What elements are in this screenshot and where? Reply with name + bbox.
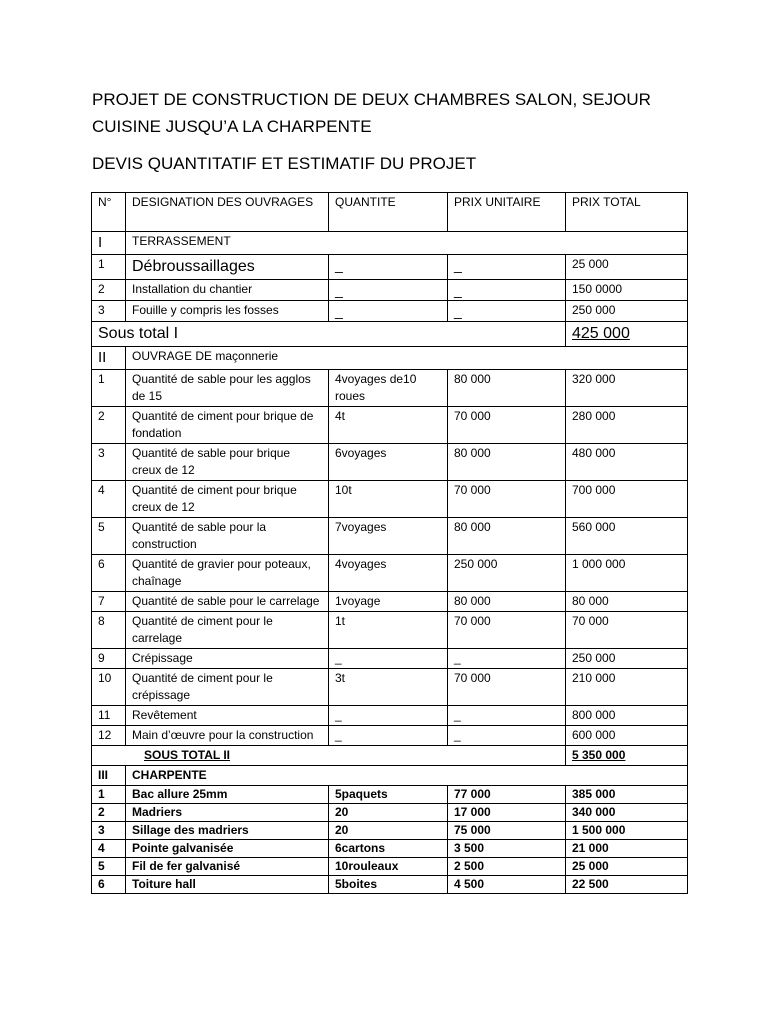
row-total-price: 280 000 bbox=[566, 407, 688, 444]
row-number: 2 bbox=[92, 804, 126, 822]
row-total-price: 21 000 bbox=[566, 840, 688, 858]
section-label: OUVRAGE DE maçonnerie bbox=[126, 347, 688, 370]
row-total-price: 480 000 bbox=[566, 444, 688, 481]
row-number: 12 bbox=[92, 726, 126, 746]
row-number: 3 bbox=[92, 301, 126, 322]
row-unit-price: 77 000 bbox=[448, 786, 566, 804]
row-unit-price: 2 500 bbox=[448, 858, 566, 876]
subtotal-value: 425 000 bbox=[566, 322, 688, 347]
row-unit-price: 80 000 bbox=[448, 592, 566, 612]
row-quantity: _ bbox=[329, 301, 448, 322]
row-total-price: 80 000 bbox=[566, 592, 688, 612]
table-row bbox=[92, 518, 688, 555]
estimate-table bbox=[91, 192, 688, 894]
row-quantity: 7voyages bbox=[329, 518, 448, 555]
table-row bbox=[92, 726, 688, 746]
row-designation: Quantité de sable pour la construction bbox=[126, 518, 329, 555]
row-designation: Toiture hall bbox=[126, 876, 329, 894]
row-designation: Sillage des madriers bbox=[126, 822, 329, 840]
header-cell: QUANTITE bbox=[329, 193, 448, 232]
row-number: 9 bbox=[92, 649, 126, 669]
row-quantity: 1t bbox=[329, 612, 448, 649]
row-number: 10 bbox=[92, 669, 126, 706]
row-unit-price: 80 000 bbox=[448, 370, 566, 407]
row-number: 4 bbox=[92, 481, 126, 518]
row-quantity: 4voyages bbox=[329, 555, 448, 592]
row-total-price: 320 000 bbox=[566, 370, 688, 407]
row-number: 5 bbox=[92, 858, 126, 876]
row-designation: Fil de fer galvanisé bbox=[126, 858, 329, 876]
row-unit-price: 80 000 bbox=[448, 444, 566, 481]
row-unit-price: 17 000 bbox=[448, 804, 566, 822]
row-quantity: 20 bbox=[329, 822, 448, 840]
row-total-price: 1 500 000 bbox=[566, 822, 688, 840]
row-designation: Quantité de ciment pour le crépissage bbox=[126, 669, 329, 706]
row-number: 8 bbox=[92, 612, 126, 649]
section-number: II bbox=[92, 347, 126, 370]
row-unit-price: _ bbox=[448, 301, 566, 322]
row-designation: Revêtement bbox=[126, 706, 329, 726]
row-unit-price: 80 000 bbox=[448, 518, 566, 555]
row-unit-price: 70 000 bbox=[448, 612, 566, 649]
table-row bbox=[92, 407, 688, 444]
row-designation: Main d’œuvre pour la construction bbox=[126, 726, 329, 746]
row-total-price: 800 000 bbox=[566, 706, 688, 726]
table-row bbox=[92, 481, 688, 518]
table-row bbox=[92, 669, 688, 706]
table-row bbox=[92, 255, 688, 280]
row-number: 1 bbox=[92, 786, 126, 804]
row-unit-price: 70 000 bbox=[448, 407, 566, 444]
row-designation: Crépissage bbox=[126, 649, 329, 669]
row-quantity: 10rouleaux bbox=[329, 858, 448, 876]
row-quantity: _ bbox=[329, 280, 448, 301]
row-total-price: 250 000 bbox=[566, 649, 688, 669]
row-number: 5 bbox=[92, 518, 126, 555]
subtotal-label: Sous total I bbox=[92, 322, 566, 347]
subtotal-label: SOUS TOTAL II bbox=[92, 746, 566, 766]
page-title: PROJET DE CONSTRUCTION DE DEUX CHAMBRES SALON, SEJOUR CUISINE JUSQU’A LA CHARPENTE bbox=[92, 90, 651, 136]
row-total-price: 560 000 bbox=[566, 518, 688, 555]
row-total-price: 25 000 bbox=[566, 255, 688, 280]
row-number: 3 bbox=[92, 822, 126, 840]
section-label: TERRASSEMENT bbox=[126, 232, 688, 255]
row-designation: Quantité de ciment pour le carrelage bbox=[126, 612, 329, 649]
row-quantity: 20 bbox=[329, 804, 448, 822]
row-number: 3 bbox=[92, 444, 126, 481]
table-row bbox=[92, 301, 688, 322]
section-row bbox=[92, 232, 688, 255]
subtotal-value: 5 350 000 bbox=[566, 746, 688, 766]
row-quantity: _ bbox=[329, 726, 448, 746]
row-unit-price: _ bbox=[448, 280, 566, 301]
section-row bbox=[92, 766, 688, 786]
row-number: 6 bbox=[92, 555, 126, 592]
row-designation: Quantité de sable pour le carrelage bbox=[126, 592, 329, 612]
header-cell: PRIX TOTAL bbox=[566, 193, 688, 232]
row-unit-price: 4 500 bbox=[448, 876, 566, 894]
table-row bbox=[92, 592, 688, 612]
row-total-price: 25 000 bbox=[566, 858, 688, 876]
row-quantity: 5boites bbox=[329, 876, 448, 894]
row-designation: Quantité de gravier pour poteaux, chaînage bbox=[126, 555, 329, 592]
row-quantity: 5paquets bbox=[329, 786, 448, 804]
row-quantity: 6cartons bbox=[329, 840, 448, 858]
header-cell: PRIX UNITAIRE bbox=[448, 193, 566, 232]
table-row bbox=[92, 444, 688, 481]
section-row bbox=[92, 347, 688, 370]
header-cell: N° bbox=[92, 193, 126, 232]
row-quantity: 3t bbox=[329, 669, 448, 706]
row-quantity: _ bbox=[329, 255, 448, 280]
row-designation: Débroussaillages bbox=[126, 255, 329, 280]
row-designation: Bac allure 25mm bbox=[126, 786, 329, 804]
table-row bbox=[92, 280, 688, 301]
row-unit-price: 250 000 bbox=[448, 555, 566, 592]
row-quantity: 4t bbox=[329, 407, 448, 444]
row-total-price: 385 000 bbox=[566, 786, 688, 804]
row-total-price: 1 000 000 bbox=[566, 555, 688, 592]
section-number: III bbox=[92, 766, 126, 786]
table-row bbox=[92, 822, 688, 840]
row-unit-price: 70 000 bbox=[448, 481, 566, 518]
row-number: 6 bbox=[92, 876, 126, 894]
row-total-price: 22 500 bbox=[566, 876, 688, 894]
row-number: 1 bbox=[92, 255, 126, 280]
table-row bbox=[92, 555, 688, 592]
row-total-price: 250 000 bbox=[566, 301, 688, 322]
table-row bbox=[92, 612, 688, 649]
row-unit-price: _ bbox=[448, 706, 566, 726]
table-row bbox=[92, 804, 688, 822]
row-designation: Quantité de ciment pour brique de fondation bbox=[126, 407, 329, 444]
row-designation: Fouille y compris les fosses bbox=[126, 301, 329, 322]
table-header-row bbox=[92, 193, 688, 232]
row-number: 11 bbox=[92, 706, 126, 726]
table-row bbox=[92, 786, 688, 804]
row-number: 4 bbox=[92, 840, 126, 858]
row-total-price: 70 000 bbox=[566, 612, 688, 649]
row-designation: Quantité de ciment pour brique creux de 12 bbox=[126, 481, 329, 518]
row-unit-price: _ bbox=[448, 726, 566, 746]
row-designation: Quantité de sable pour les agglos de 15 bbox=[126, 370, 329, 407]
table-row bbox=[92, 876, 688, 894]
row-quantity: 4voyages de10 roues bbox=[329, 370, 448, 407]
row-unit-price: 3 500 bbox=[448, 840, 566, 858]
row-total-price: 600 000 bbox=[566, 726, 688, 746]
page-subtitle: DEVIS QUANTITATIF ET ESTIMATIF DU PROJET bbox=[92, 154, 477, 173]
row-quantity: _ bbox=[329, 706, 448, 726]
subtotal-row bbox=[92, 746, 688, 766]
table-row bbox=[92, 858, 688, 876]
table-row bbox=[92, 840, 688, 858]
subtotal-row bbox=[92, 322, 688, 347]
row-quantity: 6voyages bbox=[329, 444, 448, 481]
row-unit-price: _ bbox=[448, 649, 566, 669]
row-number: 2 bbox=[92, 280, 126, 301]
section-label: CHARPENTE bbox=[126, 766, 688, 786]
row-unit-price: 75 000 bbox=[448, 822, 566, 840]
row-unit-price: 70 000 bbox=[448, 669, 566, 706]
row-total-price: 210 000 bbox=[566, 669, 688, 706]
row-total-price: 150 0000 bbox=[566, 280, 688, 301]
header-cell: DESIGNATION DES OUVRAGES bbox=[126, 193, 329, 232]
row-designation: Quantité de sable pour brique creux de 12 bbox=[126, 444, 329, 481]
table-row bbox=[92, 370, 688, 407]
table-row bbox=[92, 706, 688, 726]
row-designation: Pointe galvanisée bbox=[126, 840, 329, 858]
row-designation: Madriers bbox=[126, 804, 329, 822]
row-total-price: 340 000 bbox=[566, 804, 688, 822]
row-number: 2 bbox=[92, 407, 126, 444]
row-total-price: 700 000 bbox=[566, 481, 688, 518]
row-designation: Installation du chantier bbox=[126, 280, 329, 301]
row-quantity: 1voyage bbox=[329, 592, 448, 612]
row-number: 1 bbox=[92, 370, 126, 407]
section-number: I bbox=[92, 232, 126, 255]
row-number: 7 bbox=[92, 592, 126, 612]
row-quantity: 10t bbox=[329, 481, 448, 518]
row-quantity: _ bbox=[329, 649, 448, 669]
row-unit-price: _ bbox=[448, 255, 566, 280]
table-row bbox=[92, 649, 688, 669]
